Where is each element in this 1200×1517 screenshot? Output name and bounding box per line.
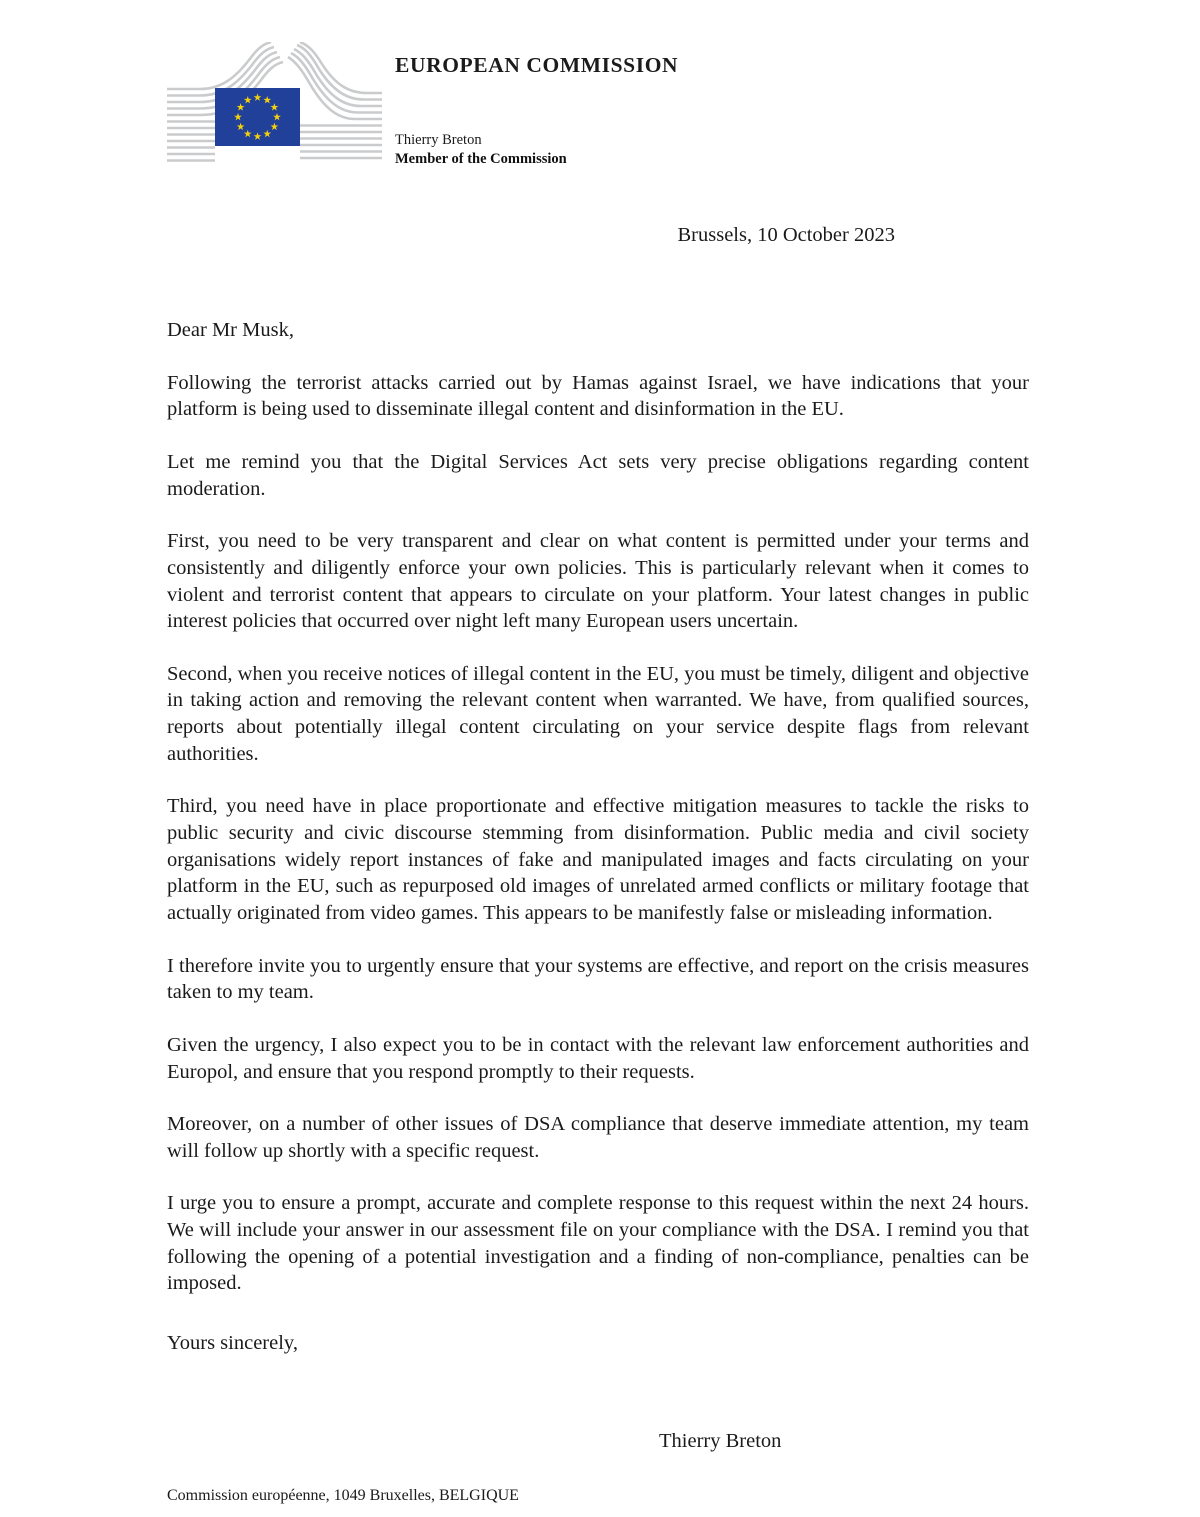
letter-paragraph: I therefore invite you to urgently ensure that your systems are effective, and report on the crisis measures taken to my team. bbox=[167, 954, 1029, 1004]
letter-paragraph: Moreover, on a number of other issues of DSA compliance that deserve immediate attention, my team will follow up shortly with a specific request. bbox=[167, 1113, 1029, 1162]
organisation-title: EUROPEAN COMMISSION bbox=[395, 53, 679, 77]
european-commission-logo bbox=[167, 42, 382, 164]
letter-body bbox=[167, 222, 1029, 1454]
salutation: Dear Mr Musk, bbox=[167, 318, 294, 341]
footer-address: Commission européenne, 1049 Bruxelles, BELGIQUE bbox=[167, 1487, 519, 1504]
letter-paragraph: First, you need to be very transparent and clear on what content is permitted under your terms and consistently and diligently enforce your own policies. This is particularly relevant when it comes to violent and terrorist content that appears to circulate on your platform. Your latest changes in public interest policies that occurred over night left many European users uncertain. bbox=[167, 530, 1029, 633]
eu-flag-icon bbox=[215, 88, 300, 146]
closing-line: Yours sincerely, bbox=[167, 1331, 298, 1354]
letter-paragraph: Second, when you receive notices of illegal content in the EU, you must be timely, diligent and objective in taking action and removing the relevant content when warranted. We have, from qualified sources, reports about potentially illegal content circulating on your service despite flags from relevant authorities. bbox=[167, 662, 1029, 765]
letter-paragraph: I urge you to ensure a prompt, accurate and complete response to this request within the next 24 hours. We will include your answer in our assessment file on your compliance with the DSA. I remind you that following the opening of a potential investigation and a finding of non-compliance, penalties can be imposed. bbox=[167, 1192, 1029, 1295]
letterhead-text bbox=[395, 42, 995, 168]
logo-right-stripes bbox=[288, 42, 382, 158]
sender-role: Member of the Commission bbox=[395, 150, 567, 167]
letterhead bbox=[167, 42, 1067, 167]
signature-name: Thierry Breton bbox=[659, 1429, 782, 1452]
letter-paragraph: Third, you need have in place proportionate and effective mitigation measures to tackle the risks to public security and civic discourse stemming from disinformation. Public media and civil society organisations widely report instances of fake and manipulated images and facts circulating on your platform in the EU, such as repurposed old images of unrelated armed conflicts or military footage that actually originated from video games. This appears to be manifestly false or misleading information. bbox=[167, 795, 1029, 924]
letter-paragraph: Given the urgency, I also expect you to be in contact with the relevant law enforcement authorities and Europol, and ensure that you respond promptly to their requests. bbox=[167, 1033, 1029, 1083]
letter-paragraph: Following the terrorist attacks carried out by Hamas against Israel, we have indications that your platform is being used to disseminate illegal content and disinformation in the EU. bbox=[167, 371, 1029, 421]
date-line: Brussels, 10 October 2023 bbox=[677, 224, 895, 246]
letter-paragraph: Let me remind you that the Digital Services Act sets very precise obligations regarding content moderation. bbox=[167, 450, 1029, 500]
sender-name: Thierry Breton bbox=[395, 131, 482, 148]
